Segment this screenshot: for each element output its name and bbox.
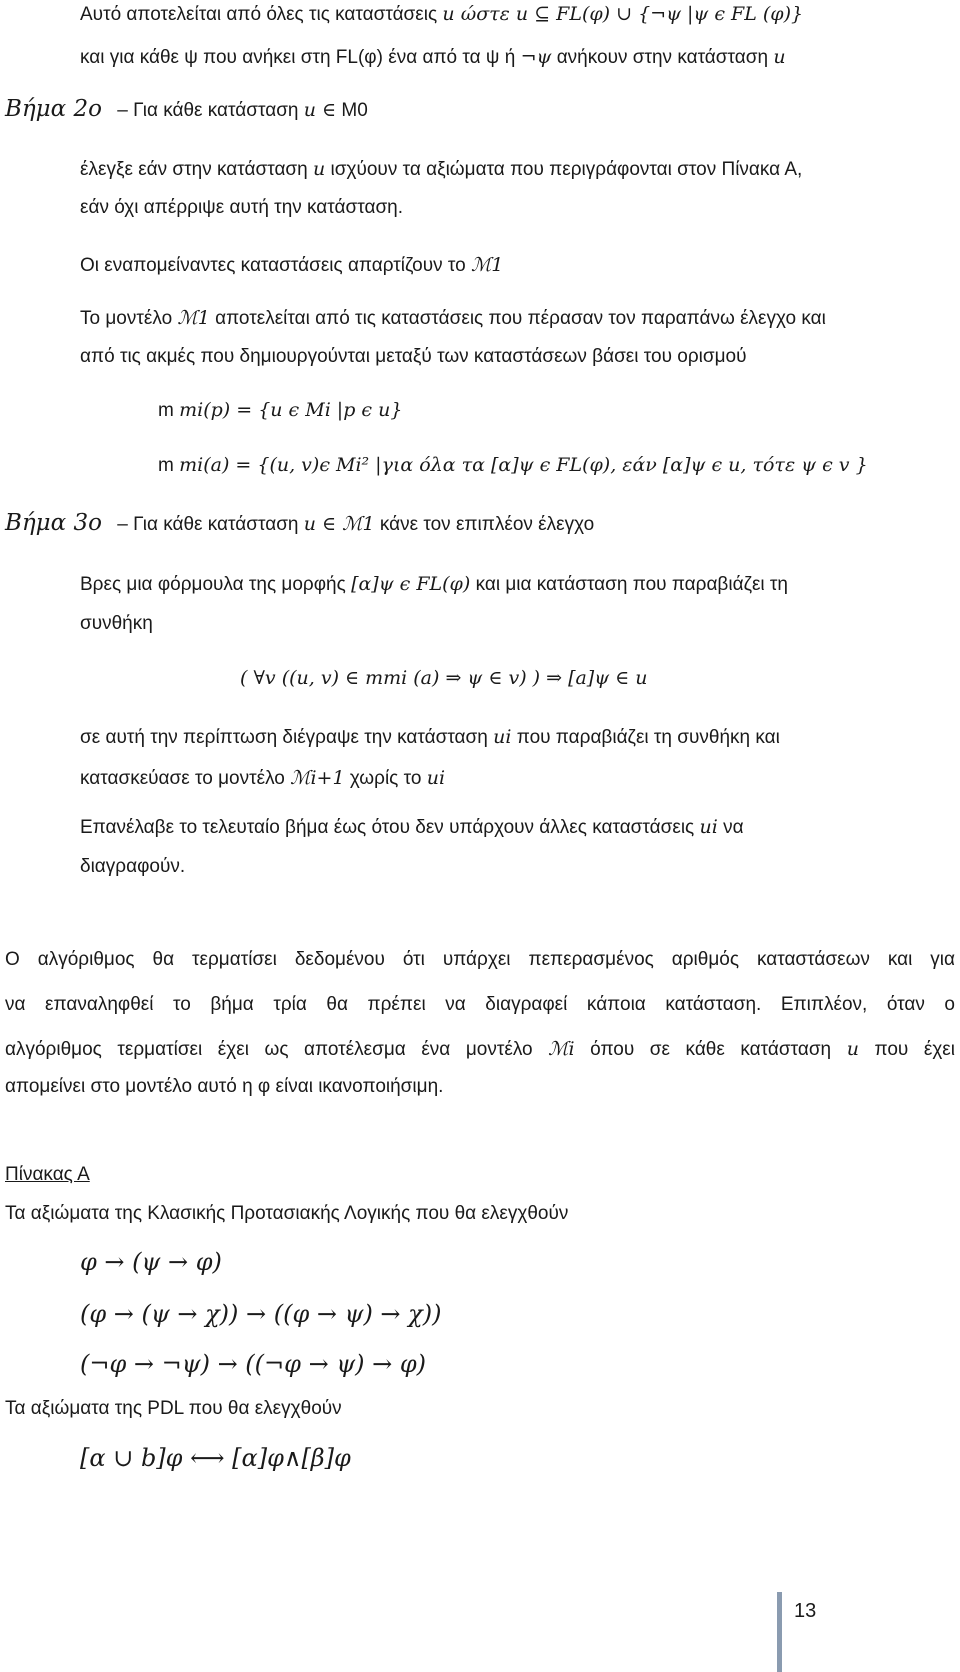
text: που παραβιάζει τη συνθήκη και [516, 727, 780, 748]
text: ανήκουν στην κατάσταση [556, 47, 769, 68]
formula: ( ∀v ((u, v) ∈ mmi (a) ⇒ ψ ∈ v) ) ⇒ [a]ψ ∈ u [240, 667, 648, 689]
text: εάν όχι απέρριψε αυτή την κατάσταση. [80, 197, 404, 218]
paragraph-line-4 [5, 1075, 443, 1099]
text: M0 [341, 100, 368, 121]
formula: ℳ1 [470, 254, 504, 276]
table-a-title: Πίνακας Α [5, 1164, 90, 1185]
text-line-8 [80, 572, 788, 597]
formula: mi(p) = {u ϵ Mi |p ϵ u} [179, 399, 403, 421]
text: m [158, 400, 174, 421]
formula: mi(a) = {(u, v)ϵ Mi² |για όλα τα [α]ψ ϵ FL(φ), εάν [α]ψ ϵ u, τότε ψ ϵ v } [179, 454, 868, 476]
text-line-13 [80, 855, 185, 879]
text-line-12 [80, 815, 744, 840]
text: συνθήκη [80, 613, 153, 634]
text: Βρες μια φόρμουλα της μορφής [80, 574, 346, 595]
text-line-4 [80, 196, 403, 220]
text: κατασκεύασε το μοντέλο [80, 768, 285, 789]
text: – Για κάθε κατάσταση [117, 514, 299, 535]
formula: [α]ψ ϵ FL(φ) [351, 573, 471, 595]
text: και μια κατάσταση που παραβιάζει τη [475, 574, 788, 595]
text-line-5 [80, 253, 503, 278]
text-line-2 [80, 45, 786, 70]
formula: u [773, 46, 786, 68]
axiom-4: [α ∪ b]φ ⟷ [α]φ∧[β]φ [80, 1444, 351, 1472]
text: να [723, 817, 744, 838]
text: όπου σε κάθε κατάσταση [590, 1039, 832, 1060]
text: κάνε τον επιπλέον έλεγχο [379, 514, 595, 535]
formula: ui [493, 726, 512, 748]
axiom-1: φ → (ψ → φ) [80, 1248, 222, 1276]
table-a-subtitle-2: Τα αξιώματα της PDL που θα ελεγχθούν [5, 1398, 342, 1419]
formula: ℳi [548, 1038, 575, 1060]
formula: ui [426, 767, 446, 789]
text-line-7 [80, 345, 746, 369]
text: ισχύουν τα αξιώματα που περιγράφονται στον Πίνακα Α, [330, 159, 803, 180]
text: m [158, 455, 174, 476]
axiom-3: (¬φ → ¬ψ) → ((¬φ → ψ) → φ) [80, 1350, 427, 1378]
formula: u [313, 158, 326, 180]
formula: u ώστε u ⊆ FL(φ) ∪ {¬ψ |ψ ϵ FL (φ)} [442, 3, 804, 25]
text: σε αυτή την περίπτωση διέγραψε την κατάσταση [80, 727, 488, 748]
formula: u ∈ [303, 99, 337, 121]
page-number-bar [777, 1592, 782, 1672]
text: – Για κάθε κατάσταση [117, 100, 299, 121]
text: Οι εναπομείναντες καταστάσεις απαρτίζουν το [80, 255, 466, 276]
text: χωρίς το [349, 768, 422, 789]
formula: ¬ψ [520, 46, 552, 68]
text: Το μοντέλο [80, 308, 173, 329]
table-a-subtitle-1: Τα αξιώματα της Κλασικής Προτασιακής Λογικής που θα ελεγχθούν [5, 1203, 569, 1224]
text: αλγόριθμος τερματίσει έχει ως αποτέλεσμα ένα μοντέλο [5, 1039, 533, 1060]
formula: ℳ1 [177, 307, 210, 329]
text: που έχει [874, 1039, 955, 1060]
step-3 [5, 511, 594, 537]
axiom-2: (φ → (ψ → χ)) → ((φ → ψ) → χ)) [80, 1300, 442, 1328]
text: Αυτό αποτελείται από όλες τις καταστάσεις [80, 4, 438, 25]
text-line-10 [80, 725, 780, 750]
paragraph-line-2 [5, 993, 955, 1017]
text: Ο αλγόριθμος θα τερματίσει δεδομένου ότι υπάρχει πεπερασμένος αριθμός καταστάσεων και για [5, 949, 955, 970]
definition-2 [158, 453, 868, 478]
text-line-6 [80, 306, 826, 331]
text: απομείνει στο μοντέλο αυτό η φ είναι ικανοποιήσιμη. [5, 1076, 444, 1097]
formula: ℳi+1 [290, 767, 345, 789]
text-line-9 [80, 612, 153, 636]
formula: ui [699, 816, 718, 838]
text: διαγραφούν. [80, 856, 186, 877]
formula: u [846, 1038, 859, 1060]
text-line-3 [80, 157, 802, 182]
text-line-1 [80, 2, 803, 27]
paragraph-line-1 [5, 948, 955, 972]
text: να επαναληφθεί το βήμα τρία θα πρέπει να διαγραφεί κάποια κατάσταση. Επιπλέον, όταν ο [5, 994, 955, 1015]
text: από τις ακμές που δημιουργούνται μεταξύ των καταστάσεων βάσει του ορισμού [80, 346, 747, 367]
step-2 [5, 97, 368, 123]
step-label: Βήμα 3ο [5, 510, 102, 536]
definition-1 [158, 398, 402, 423]
page-number: 13 [794, 1600, 817, 1622]
paragraph-line-3 [5, 1037, 955, 1062]
text: Επανέλαβε το τελευταίο βήμα έως ότου δεν υπάρχουν άλλες καταστάσεις [80, 817, 695, 838]
formula: u ∈ ℳ1 [303, 513, 375, 535]
text: αποτελείται από τις καταστάσεις που πέρασαν τον παραπάνω έλεγχο και [215, 308, 826, 329]
condition-formula [240, 666, 648, 691]
text: και για κάθε ψ που ανήκει στη FL(φ) ένα από τα ψ ή [80, 47, 516, 68]
step-label: Βήμα 2ο [5, 96, 102, 122]
text: έλεγξε εάν στην κατάσταση [80, 159, 308, 180]
text-line-11 [80, 766, 445, 791]
